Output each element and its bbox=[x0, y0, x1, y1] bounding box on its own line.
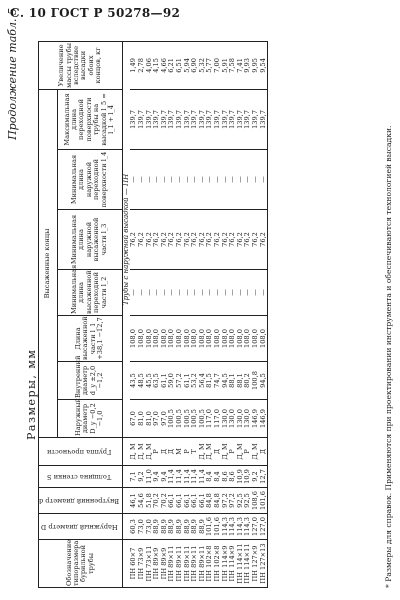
table-cell-D: 73,0 bbox=[146, 514, 154, 540]
table-cell-l1: 108,0 bbox=[161, 316, 169, 362]
sizes-caption: Размеры, мм bbox=[25, 348, 38, 440]
table-cell-du: 45,5 bbox=[146, 362, 154, 400]
table-cell-g: Д bbox=[214, 438, 222, 466]
table-cell-g: Д, М bbox=[146, 438, 154, 466]
table-cell-l2: — bbox=[199, 270, 207, 316]
table-cell-des: ПН 89×11 bbox=[184, 540, 192, 588]
table-cell-l4: — bbox=[153, 150, 161, 210]
table-subtitle: Трубы с наружной высадкой — ПН bbox=[122, 41, 130, 437]
table-cell-l5: 139,7 bbox=[146, 89, 154, 149]
table-cell-g: Т bbox=[191, 438, 199, 466]
table-cell-l2: — bbox=[184, 270, 192, 316]
pipe-dimensions-table bbox=[38, 41, 268, 588]
table-cell-l1: 108,0 bbox=[206, 316, 214, 362]
table-cell-l1: 108,0 bbox=[259, 316, 267, 362]
table-cell-m: 7,00 bbox=[214, 41, 222, 89]
table-cell-d: 51,8 bbox=[146, 488, 154, 514]
table-cell-Du: 100,5 bbox=[168, 400, 176, 438]
table-cell-l4: — bbox=[191, 150, 199, 210]
table-cell-l2: — bbox=[130, 270, 138, 316]
table-cell-l3: 76,2 bbox=[199, 210, 207, 270]
table-cell-S: 9,4 bbox=[153, 466, 161, 488]
table-row bbox=[259, 41, 267, 587]
table-cell-des: ПН 73×11 bbox=[146, 540, 154, 588]
table-cell-l5: 139,7 bbox=[199, 89, 207, 149]
table-cell-du: 80,2 bbox=[244, 362, 252, 400]
table-cell-l3: 76,2 bbox=[146, 210, 154, 270]
table-cell-du: 61,1 bbox=[184, 362, 192, 400]
table-cell-du: 74,7 bbox=[214, 362, 222, 400]
table-cell-Du: 117,0 bbox=[206, 400, 214, 438]
table-cell-d: 108,6 bbox=[252, 488, 260, 514]
table-cell-du: 88,1 bbox=[229, 362, 237, 400]
table-cell-m: 1,49 bbox=[130, 41, 138, 89]
table-cell-l2: — bbox=[176, 270, 184, 316]
table-cell-Du: 117,0 bbox=[214, 400, 222, 438]
col-upset-transition-length: Минимальная длина высаженной переходной части l_2 bbox=[57, 270, 122, 316]
table-cell-S: 11,0 bbox=[146, 466, 154, 488]
table-cell-Du: 81,0 bbox=[138, 400, 146, 438]
table-cell-des: ПН 114×11 bbox=[237, 540, 245, 588]
table-cell-g: Д, М bbox=[130, 438, 138, 466]
col-inner-diameter: Внутренний диаметр d bbox=[39, 488, 123, 514]
table-cell-l4: — bbox=[244, 150, 252, 210]
table-cell-des: ПН 114×9 bbox=[229, 540, 237, 588]
table-cell-Du: 100,5 bbox=[191, 400, 199, 438]
table-cell-m: 5,32 bbox=[199, 41, 207, 89]
table-cell-g: М bbox=[176, 438, 184, 466]
table-cell-Du: 130,0 bbox=[244, 400, 252, 438]
col-max-length: Максимальная длина переходной поверхности трубы на высадкой l_5 = l_1 + l_4 bbox=[57, 89, 122, 149]
table-cell-l4: — bbox=[259, 150, 267, 210]
table-cell-d: 66,1 bbox=[184, 488, 192, 514]
table-cell-S: 10,9 bbox=[244, 466, 252, 488]
table-cell-l5: 139,7 bbox=[252, 89, 260, 149]
table-cell-d: 92,5 bbox=[244, 488, 252, 514]
table-cell-l4: — bbox=[161, 150, 169, 210]
table-cell-du: 63,5 bbox=[153, 362, 161, 400]
table-cell-g: Д, М bbox=[138, 438, 146, 466]
table-cell-S: 10,9 bbox=[237, 466, 245, 488]
table-cell-g: Д bbox=[259, 438, 267, 466]
table-cell-l4: — bbox=[252, 150, 260, 210]
table-cell-g: Д, М bbox=[199, 438, 207, 466]
table-cell-l3: 76,2 bbox=[138, 210, 146, 270]
table-cell-l1: 108,0 bbox=[244, 316, 252, 362]
table-cell-D: 127,0 bbox=[259, 514, 267, 540]
table-cell-g: Д, М bbox=[222, 438, 230, 466]
table-cell-d: 66,1 bbox=[199, 488, 207, 514]
table-cell-l2: — bbox=[168, 270, 176, 316]
table-cell-Du: 100,5 bbox=[199, 400, 207, 438]
table-cell-g: Р bbox=[153, 438, 161, 466]
table-cell-D: 88,9 bbox=[184, 514, 192, 540]
table-cell-m: 4,06 bbox=[146, 41, 154, 89]
table-cell-m: 9,95 bbox=[252, 41, 260, 89]
table-cell-l1: 108,0 bbox=[184, 316, 192, 362]
table-cell-l5: 139,7 bbox=[206, 89, 214, 149]
table-cell-l3: 76,2 bbox=[229, 210, 237, 270]
table-cell-du: 43,5 bbox=[130, 362, 138, 400]
table-cell-S: 9,4 bbox=[161, 466, 169, 488]
table-cell-l4: — bbox=[176, 150, 184, 210]
table-cell-l5: 139,7 bbox=[237, 89, 245, 149]
table-cell-l5: 139,7 bbox=[222, 89, 230, 149]
table-cell-d: 46,1 bbox=[130, 488, 138, 514]
table-cell-S: 11,4 bbox=[184, 466, 192, 488]
table-cell-l5: 139,7 bbox=[259, 89, 267, 149]
table-cell-l5: 139,7 bbox=[153, 89, 161, 149]
table-cell-Du: 130,0 bbox=[229, 400, 237, 438]
table-cell-l5: 139,7 bbox=[184, 89, 192, 149]
table-cell-l2: — bbox=[229, 270, 237, 316]
table-cell-d: 54,6 bbox=[138, 488, 146, 514]
table-cell-des: ПН 89×11 bbox=[176, 540, 184, 588]
col-upset-length: Длина высаженной части l_1 +38,1 −12,7 bbox=[57, 316, 122, 362]
col-upset-inner-diameter: Внутренний диаметр d_у ±2,0 −1,2 bbox=[57, 362, 122, 400]
table-cell-d: 66,1 bbox=[176, 488, 184, 514]
table-cell-m: 4,15 bbox=[153, 41, 161, 89]
standard-code: ГОСТ Р 50278—92 bbox=[50, 6, 181, 20]
table-cell-l3: 76,2 bbox=[244, 210, 252, 270]
table-cell-des: ПН 73×9 bbox=[138, 540, 146, 588]
table-cell-l3: 76,2 bbox=[214, 210, 222, 270]
table-cell-D: 114,3 bbox=[244, 514, 252, 540]
table-cell-D: 60,3 bbox=[130, 514, 138, 540]
table-cell-d: 97,2 bbox=[222, 488, 230, 514]
col-upset-outer-diameter: Наружный диаметр D_у −0,2 −1,0 bbox=[57, 400, 122, 438]
table-cell-l1: 108,0 bbox=[214, 316, 222, 362]
table-cell-l3: 76,2 bbox=[184, 210, 192, 270]
col-strength-group: Группа прочности bbox=[39, 438, 123, 466]
table-cell-l3: 76,2 bbox=[191, 210, 199, 270]
table-cell-l1: 108,0 bbox=[199, 316, 207, 362]
table-cell-Du: 146,9 bbox=[259, 400, 267, 438]
table-cell-l4: — bbox=[199, 150, 207, 210]
table-cell-l4: — bbox=[146, 150, 154, 210]
table-cell-l1: 108,0 bbox=[229, 316, 237, 362]
table-cell-D: 114,3 bbox=[237, 514, 245, 540]
table-cell-des: ПН 114×9 bbox=[222, 540, 230, 588]
col-wall-thickness: Толщина стенки S bbox=[39, 466, 123, 488]
table-cell-l3: 76,2 bbox=[176, 210, 184, 270]
table-cell-m: 2,78 bbox=[138, 41, 146, 89]
table-cell-D: 88,9 bbox=[161, 514, 169, 540]
table-cell-l2: — bbox=[222, 270, 230, 316]
table-cell-l3: 76,2 bbox=[161, 210, 169, 270]
table-cell-l2: — bbox=[206, 270, 214, 316]
table-cell-des: ПН 127×13 bbox=[259, 540, 267, 588]
table-cell-Du: 67,0 bbox=[130, 400, 138, 438]
table-cell-l3: 76,2 bbox=[237, 210, 245, 270]
col-min-length-outer-plus: Минимальная длина наружной переходной поверхности l_4 bbox=[57, 150, 122, 210]
table-cell-l2: — bbox=[237, 270, 245, 316]
table-cell-l2: — bbox=[244, 270, 252, 316]
table-cell-l4: — bbox=[138, 150, 146, 210]
table-cell-g: Р bbox=[244, 438, 252, 466]
table-cell-S: 11,4 bbox=[191, 466, 199, 488]
table-cell-du: 100,8 bbox=[252, 362, 260, 400]
table-cell-m: 5,94 bbox=[184, 41, 192, 89]
table-cell-l5: 139,7 bbox=[191, 89, 199, 149]
table-cell-l3: 76,2 bbox=[259, 210, 267, 270]
table-cell-l5: 139,7 bbox=[138, 89, 146, 149]
table-cell-du: 88,1 bbox=[237, 362, 245, 400]
table-cell-des: ПН 89×11 bbox=[168, 540, 176, 588]
table-cell-l4: — bbox=[237, 150, 245, 210]
table-cell-l1: 108,0 bbox=[153, 316, 161, 362]
table-cell-D: 114,3 bbox=[222, 514, 230, 540]
table-cell-d: 97,2 bbox=[229, 488, 237, 514]
table-cell-l3: 76,2 bbox=[252, 210, 260, 270]
table-cell-l4: — bbox=[229, 150, 237, 210]
table-cell-S: 11,4 bbox=[176, 466, 184, 488]
table-cell-l3: 76,2 bbox=[222, 210, 230, 270]
table-cell-Du: 97,0 bbox=[153, 400, 161, 438]
table-cell-m: 5,91 bbox=[222, 41, 230, 89]
table-cell-l3: 76,2 bbox=[206, 210, 214, 270]
table-cell-des: ПН 89×11 bbox=[191, 540, 199, 588]
table-cell-D: 101,6 bbox=[206, 514, 214, 540]
table-cell-D: 88,9 bbox=[191, 514, 199, 540]
table-cell-l5: 139,7 bbox=[229, 89, 237, 149]
table-cell-du: 59,0 bbox=[168, 362, 176, 400]
table-cell-Du: 100,5 bbox=[176, 400, 184, 438]
table-cell-l2: — bbox=[191, 270, 199, 316]
table-cell-m: 4,66 bbox=[161, 41, 169, 89]
table-cell-S: 8,6 bbox=[229, 466, 237, 488]
table-cell-D: 127,0 bbox=[252, 514, 260, 540]
table-cell-l1: 108,0 bbox=[138, 316, 146, 362]
table-cell-g: Р bbox=[229, 438, 237, 466]
table-cell-d: 84,8 bbox=[214, 488, 222, 514]
table-cell-D: 101,6 bbox=[214, 514, 222, 540]
table-cell-D: 88,9 bbox=[168, 514, 176, 540]
table-cell-m: 6,51 bbox=[176, 41, 184, 89]
table-cell-du: 94,5 bbox=[222, 362, 230, 400]
table-cell-l3: 76,2 bbox=[168, 210, 176, 270]
table-cell-g: Д, М bbox=[252, 438, 260, 466]
table-cell-l2: — bbox=[252, 270, 260, 316]
table-cell-du: 53,2 bbox=[191, 362, 199, 400]
table-cell-m: 7,58 bbox=[229, 41, 237, 89]
table-cell-S: 9,2 bbox=[138, 466, 146, 488]
table-cell-l5: 139,7 bbox=[161, 89, 169, 149]
table-cell-l1: 108,0 bbox=[237, 316, 245, 362]
table-cell-l2: — bbox=[161, 270, 169, 316]
table-cell-l2: — bbox=[138, 270, 146, 316]
table-cell-Du: 146,9 bbox=[252, 400, 260, 438]
table-cell-des: ПН 114×11 bbox=[244, 540, 252, 588]
table-cell-S: 9,2 bbox=[252, 466, 260, 488]
table-cell-l5: 139,7 bbox=[176, 89, 184, 149]
table-cell-D: 73,0 bbox=[138, 514, 146, 540]
table-cell-l1: 108,0 bbox=[168, 316, 176, 362]
footnote: * Размеры для справок. Применяются при проектировании инструмента и обеспечиваются технологией высадки. bbox=[384, 125, 393, 588]
table-cell-l1: 108,0 bbox=[146, 316, 154, 362]
table-cell-m: 6,90 bbox=[191, 41, 199, 89]
table-cell-l5: 139,7 bbox=[214, 89, 222, 149]
table-cell-l2: — bbox=[259, 270, 267, 316]
table-cell-du: 81,5 bbox=[206, 362, 214, 400]
table-cell-l1: 108,0 bbox=[252, 316, 260, 362]
table-cell-d: 70,2 bbox=[161, 488, 169, 514]
table-cell-S: 8,6 bbox=[222, 466, 230, 488]
table-cell-S: 11,4 bbox=[168, 466, 176, 488]
table-cell-l5: 139,7 bbox=[168, 89, 176, 149]
table-cell-d: 84,8 bbox=[206, 488, 214, 514]
table-cell-l2: — bbox=[153, 270, 161, 316]
table-cell-des: ПН 89×9 bbox=[153, 540, 161, 588]
table-cell-D: 114,3 bbox=[229, 514, 237, 540]
table-cell-du: 61,1 bbox=[161, 362, 169, 400]
table-cell-des: ПН 102×8 bbox=[214, 540, 222, 588]
table-cell-l1: 108,0 bbox=[176, 316, 184, 362]
table-cell-g: Д bbox=[168, 438, 176, 466]
continuation-label: Продолжение табл. 5 bbox=[6, 8, 19, 140]
table-cell-du: 48,5 bbox=[138, 362, 146, 400]
table-cell-l1: 108,0 bbox=[222, 316, 230, 362]
table-cell-l1: 108,0 bbox=[191, 316, 199, 362]
table-cell-l4: — bbox=[130, 150, 138, 210]
col-group-upset-ends: Высаженные концы bbox=[39, 89, 58, 437]
table-cell-Du: 81,0 bbox=[146, 400, 154, 438]
col-min-length-outer: Минимальная длина наружной высаженной части l_3 bbox=[57, 210, 122, 270]
table-cell-l3: 76,2 bbox=[130, 210, 138, 270]
table-cell-l4: — bbox=[184, 150, 192, 210]
table-cell-g: Р bbox=[184, 438, 192, 466]
table-cell-du: 94,5 bbox=[259, 362, 267, 400]
table-cell-des: ПН 89×9 bbox=[161, 540, 169, 588]
table-cell-m: 7,41 bbox=[237, 41, 245, 89]
table-cell-l4: — bbox=[168, 150, 176, 210]
table-cell-Du: 130,0 bbox=[237, 400, 245, 438]
table-cell-Du: 100,5 bbox=[184, 400, 192, 438]
table-cell-du: 57,2 bbox=[176, 362, 184, 400]
table-cell-D: 88,9 bbox=[176, 514, 184, 540]
table-cell-S: 12,7 bbox=[259, 466, 267, 488]
table-cell-des: ПН 89×11 bbox=[199, 540, 207, 588]
table-cell-des: ПН 127×9 bbox=[252, 540, 260, 588]
table-cell-l4: — bbox=[214, 150, 222, 210]
table-cell-l4: — bbox=[206, 150, 214, 210]
table-cell-du: 56,4 bbox=[199, 362, 207, 400]
page-number: С. 10 bbox=[10, 6, 47, 20]
table-cell-S: 8,4 bbox=[214, 466, 222, 488]
table-cell-d: 66,1 bbox=[191, 488, 199, 514]
table-cell-d: 101,6 bbox=[259, 488, 267, 514]
table-cell-l3: 76,2 bbox=[153, 210, 161, 270]
table-cell-l4: — bbox=[222, 150, 230, 210]
table-cell-g: Д, М bbox=[206, 438, 214, 466]
table-cell-d: 70,2 bbox=[153, 488, 161, 514]
table-cell-S: 11,4 bbox=[199, 466, 207, 488]
table-body bbox=[122, 41, 268, 587]
table-cell-d: 92,5 bbox=[237, 488, 245, 514]
table-cell-l2: — bbox=[146, 270, 154, 316]
table-cell-D: 88,9 bbox=[153, 514, 161, 540]
table-cell-m: 9,93 bbox=[244, 41, 252, 89]
table-cell-Du: 97,0 bbox=[161, 400, 169, 438]
table-cell-l5: 139,7 bbox=[130, 89, 138, 149]
table-cell-d: 66,1 bbox=[168, 488, 176, 514]
table-cell-des: ПН 102×8 bbox=[206, 540, 214, 588]
table-cell-S: 7,1 bbox=[130, 466, 138, 488]
table-cell-l1: 108,0 bbox=[130, 316, 138, 362]
col-designation: Обозначение типоразмера бурильной трубы bbox=[39, 540, 123, 588]
table-cell-l2: — bbox=[214, 270, 222, 316]
table-cell-S: 8,4 bbox=[206, 466, 214, 488]
table-cell-g: Д bbox=[161, 438, 169, 466]
table-cell-g: Д, М bbox=[237, 438, 245, 466]
table-cell-Du: 130,0 bbox=[222, 400, 230, 438]
table-cell-D: 88,9 bbox=[199, 514, 207, 540]
col-outer-diameter: Наружный диаметр D bbox=[39, 514, 123, 540]
table-cell-des: ПН 60×7 bbox=[130, 540, 138, 588]
table-cell-m: 5,77 bbox=[206, 41, 214, 89]
table-cell-m: 9,54 bbox=[259, 41, 267, 89]
col-mass: Увеличение массы трубы вследствие высадки обоих концов, кг bbox=[39, 41, 123, 89]
table-cell-l5: 139,7 bbox=[244, 89, 252, 149]
table-cell-m: 6,21 bbox=[168, 41, 176, 89]
